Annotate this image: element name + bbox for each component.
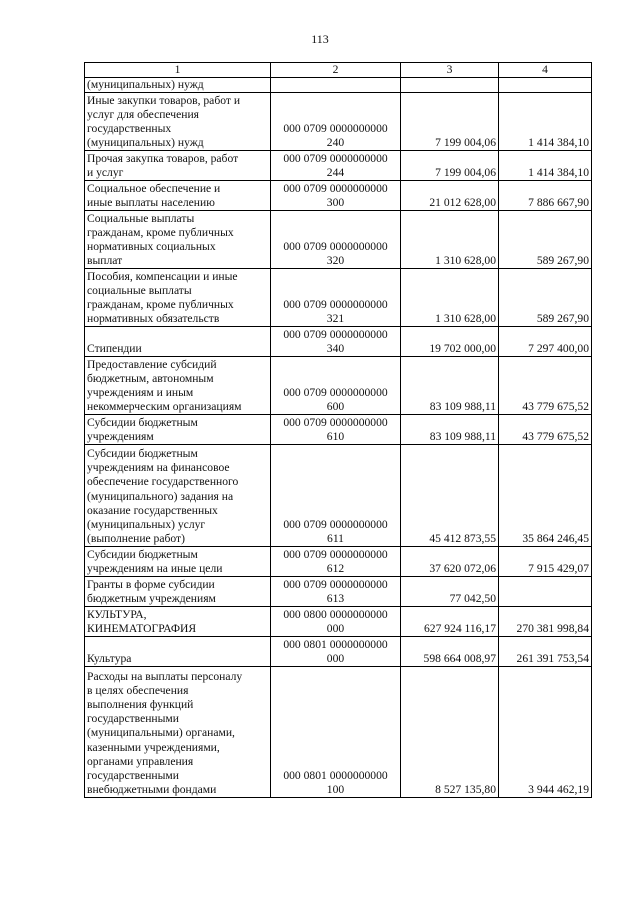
row-code-cell: 000 0709 0000000000 321 (271, 269, 401, 327)
table-row (85, 607, 592, 637)
row-code-cell: 000 0709 0000000000 611 (271, 445, 401, 547)
row-amount-approved-cell: 627 924 116,17 (401, 607, 499, 637)
column-header-2: 2 (271, 63, 401, 78)
row-name-cell: Гранты в форме субсидии бюджетным учреждениям (85, 577, 271, 607)
row-code-cell: 000 0709 0000000000 610 (271, 415, 401, 445)
row-name-cell: Расходы на выплаты персоналу в целях обеспечения выполнения функций государственными (муниципальными) органами, казенными учреждениями, органами управления государственными внебюджетными фондами (85, 667, 271, 798)
table-row (85, 415, 592, 445)
row-amount-executed-cell: 589 267,90 (499, 211, 592, 269)
row-name-cell: (муниципальных) нужд (85, 78, 271, 93)
row-amount-approved-cell: 1 310 628,00 (401, 269, 499, 327)
table-row (85, 357, 592, 415)
row-amount-approved-cell: 77 042,50 (401, 577, 499, 607)
row-amount-executed-cell (499, 78, 592, 93)
row-code-cell (271, 78, 401, 93)
row-amount-executed-cell: 7 915 429,07 (499, 547, 592, 577)
row-name-cell: Субсидии бюджетным учреждениям на финансовое обеспечение государственного (муниципального) задания на оказание государственных (муниципальных) услуг (выполнение работ) (85, 445, 271, 547)
row-amount-approved-cell (401, 78, 499, 93)
table-header-row (85, 63, 592, 78)
row-amount-executed-cell: 43 779 675,52 (499, 415, 592, 445)
row-amount-approved-cell: 83 109 988,11 (401, 357, 499, 415)
row-code-cell: 000 0709 0000000000 613 (271, 577, 401, 607)
row-amount-approved-cell: 7 199 004,06 (401, 93, 499, 151)
row-name-cell: Социальное обеспечение и иные выплаты населению (85, 181, 271, 211)
row-name-cell: Иные закупки товаров, работ и услуг для обеспечения государственных (муниципальных) нужд (85, 93, 271, 151)
table-row (85, 667, 592, 798)
table-row (85, 93, 592, 151)
row-amount-executed-cell: 35 864 246,45 (499, 445, 592, 547)
table-row (85, 269, 592, 327)
row-amount-executed-cell: 270 381 998,84 (499, 607, 592, 637)
row-name-cell: Прочая закупка товаров, работ и услуг (85, 151, 271, 181)
row-code-cell: 000 0709 0000000000 600 (271, 357, 401, 415)
row-amount-executed-cell: 7 297 400,00 (499, 327, 592, 357)
row-name-cell: Стипендии (85, 327, 271, 357)
row-amount-executed-cell: 7 886 667,90 (499, 181, 592, 211)
row-name-cell: Субсидии бюджетным учреждениям (85, 415, 271, 445)
row-name-cell: Культура (85, 637, 271, 667)
row-code-cell: 000 0709 0000000000 340 (271, 327, 401, 357)
page-number: 113 (311, 32, 329, 46)
row-name-cell: КУЛЬТУРА, КИНЕМАТОГРАФИЯ (85, 607, 271, 637)
row-amount-executed-cell: 43 779 675,52 (499, 357, 592, 415)
row-code-cell: 000 0709 0000000000 612 (271, 547, 401, 577)
row-code-cell: 000 0709 0000000000 244 (271, 151, 401, 181)
row-amount-approved-cell: 45 412 873,55 (401, 445, 499, 547)
row-amount-approved-cell: 7 199 004,06 (401, 151, 499, 181)
budget-table (84, 62, 592, 798)
row-amount-approved-cell: 598 664 008,97 (401, 637, 499, 667)
row-amount-executed-cell: 589 267,90 (499, 269, 592, 327)
row-code-cell: 000 0801 0000000000 000 (271, 637, 401, 667)
row-amount-approved-cell: 21 012 628,00 (401, 181, 499, 211)
table-row (85, 445, 592, 547)
column-header-1: 1 (85, 63, 271, 78)
row-amount-approved-cell: 19 702 000,00 (401, 327, 499, 357)
row-name-cell: Предоставление субсидий бюджетным, автономным учреждениям и иным некоммерческим организациям (85, 357, 271, 415)
table-row (85, 637, 592, 667)
table-row (85, 327, 592, 357)
table-row (85, 181, 592, 211)
table-row (85, 211, 592, 269)
row-name-cell: Субсидии бюджетным учреждениям на иные цели (85, 547, 271, 577)
row-amount-approved-cell: 37 620 072,06 (401, 547, 499, 577)
row-amount-executed-cell (499, 577, 592, 607)
row-amount-executed-cell: 261 391 753,54 (499, 637, 592, 667)
column-header-3: 3 (401, 63, 499, 78)
table-row (85, 577, 592, 607)
row-amount-executed-cell: 1 414 384,10 (499, 93, 592, 151)
row-code-cell: 000 0709 0000000000 320 (271, 211, 401, 269)
table-row (85, 547, 592, 577)
row-amount-executed-cell: 3 944 462,19 (499, 667, 592, 798)
row-amount-executed-cell: 1 414 384,10 (499, 151, 592, 181)
row-code-cell: 000 0800 0000000000 000 (271, 607, 401, 637)
row-amount-approved-cell: 1 310 628,00 (401, 211, 499, 269)
row-name-cell: Пособия, компенсации и иные социальные выплаты гражданам, кроме публичных нормативных обязательств (85, 269, 271, 327)
row-name-cell: Социальные выплаты гражданам, кроме публичных нормативных социальных выплат (85, 211, 271, 269)
row-code-cell: 000 0801 0000000000 100 (271, 667, 401, 798)
table-row (85, 151, 592, 181)
table-row (85, 78, 592, 93)
row-code-cell: 000 0709 0000000000 240 (271, 93, 401, 151)
row-amount-approved-cell: 83 109 988,11 (401, 415, 499, 445)
row-amount-approved-cell: 8 527 135,80 (401, 667, 499, 798)
row-code-cell: 000 0709 0000000000 300 (271, 181, 401, 211)
column-header-4: 4 (499, 63, 592, 78)
